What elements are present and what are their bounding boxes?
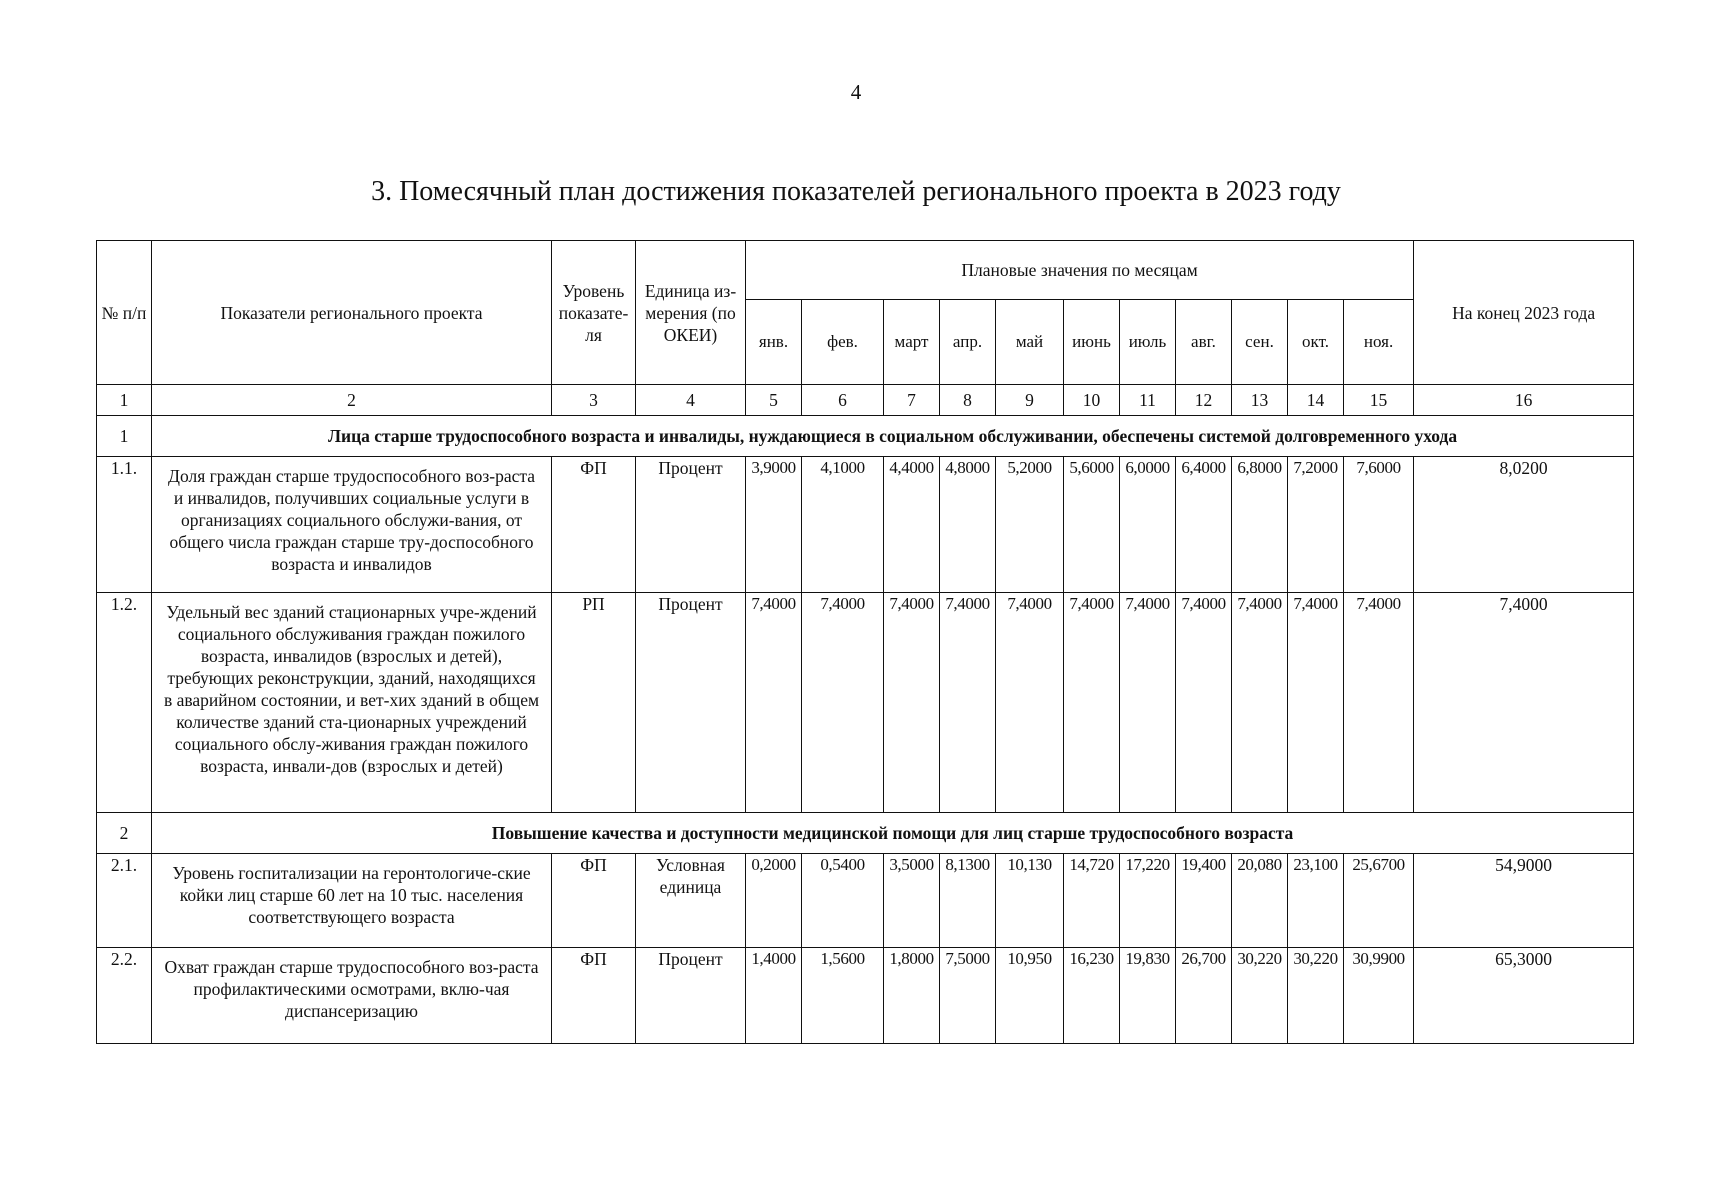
month-value: 1,4000 (746, 948, 802, 1044)
indicator-name: Удельный вес зданий стационарных учре-ждений социального обслуживания граждан пожилого возраста, инвалидов (взрослых и детей), требующих реконструкции, зданий, находящихся в аварийном состоянии, и вет-хих зданий в общем количестве зданий ста-ционарных учреждений социального обслу-живания граждан пожилого возраста, инвали-дов (взрослых и детей) (152, 593, 552, 813)
column-number: 5 (746, 385, 802, 416)
month-value: 1,5600 (802, 948, 884, 1044)
month-value: 19,400 (1176, 854, 1232, 948)
column-number: 3 (552, 385, 636, 416)
indicator-unit: Условная единица (636, 854, 746, 948)
month-value: 7,6000 (1344, 457, 1414, 593)
indicator-level: ФП (552, 854, 636, 948)
month-value: 4,1000 (802, 457, 884, 593)
month-value: 19,830 (1120, 948, 1176, 1044)
month-value: 8,1300 (940, 854, 996, 948)
indicator-unit: Процент (636, 593, 746, 813)
month-value: 23,100 (1288, 854, 1344, 948)
month-value: 7,5000 (940, 948, 996, 1044)
header-month: июль (1120, 300, 1176, 385)
indicator-name: Доля граждан старше трудоспособного воз-раста и инвалидов, получивших социальные услуги в организациях социального обслужи-вания, от общего числа граждан старше тру-доспособного возраста и инвалидов (152, 457, 552, 593)
header-row-top (97, 241, 1634, 300)
header-monthly-values: Плановые значения по месяцам (746, 241, 1414, 300)
indicator-unit: Процент (636, 948, 746, 1044)
indicator-unit: Процент (636, 457, 746, 593)
section-row (97, 416, 1634, 457)
month-value: 10,950 (996, 948, 1064, 1044)
month-value: 7,4000 (1176, 593, 1232, 813)
month-value: 17,220 (1120, 854, 1176, 948)
column-number: 2 (152, 385, 552, 416)
year-end-value: 54,9000 (1414, 854, 1634, 948)
indicator-level: ФП (552, 457, 636, 593)
month-value: 16,230 (1064, 948, 1120, 1044)
monthly-plan-table (96, 240, 1634, 1044)
section-number: 1 (97, 416, 152, 457)
document-title: 3. Помесячный план достижения показателей регионального проекта в 2023 году (371, 176, 1341, 207)
month-value: 7,4000 (1344, 593, 1414, 813)
header-month: март (884, 300, 940, 385)
indicator-name: Охват граждан старше трудоспособного воз-раста профилактическими осмотрами, вклю-чая диспансеризацию (152, 948, 552, 1044)
header-unit: Единица из-мерения (по ОКЕИ) (636, 241, 746, 385)
column-number: 10 (1064, 385, 1120, 416)
indicator-number: 1.2. (97, 593, 152, 813)
month-value: 10,130 (996, 854, 1064, 948)
table-row (97, 854, 1634, 948)
header-level: Уровень показате-ля (552, 241, 636, 385)
section-row (97, 813, 1634, 854)
section-number: 2 (97, 813, 152, 854)
month-value: 7,4000 (1232, 593, 1288, 813)
month-value: 7,4000 (746, 593, 802, 813)
header-month: сен. (1232, 300, 1288, 385)
month-value: 3,5000 (884, 854, 940, 948)
section-title: Лица старше трудоспособного возраста и инвалиды, нуждающиеся в социальном обслуживании, обеспечены системой долговременного ухода (152, 416, 1634, 457)
month-value: 7,4000 (996, 593, 1064, 813)
month-value: 6,4000 (1176, 457, 1232, 593)
header-indicator: Показатели регионального проекта (152, 241, 552, 385)
month-value: 5,6000 (1064, 457, 1120, 593)
header-month: фев. (802, 300, 884, 385)
year-end-value: 7,4000 (1414, 593, 1634, 813)
header-month: ноя. (1344, 300, 1414, 385)
month-value: 7,2000 (1288, 457, 1344, 593)
month-value: 25,6700 (1344, 854, 1414, 948)
month-value: 6,0000 (1120, 457, 1176, 593)
indicator-number: 1.1. (97, 457, 152, 593)
month-value: 1,8000 (884, 948, 940, 1044)
column-number: 12 (1176, 385, 1232, 416)
indicator-level: РП (552, 593, 636, 813)
month-value: 4,4000 (884, 457, 940, 593)
column-number: 1 (97, 385, 152, 416)
month-value: 3,9000 (746, 457, 802, 593)
header-month: апр. (940, 300, 996, 385)
month-value: 7,4000 (940, 593, 996, 813)
column-number: 15 (1344, 385, 1414, 416)
column-number: 7 (884, 385, 940, 416)
page-number: 4 (850, 80, 862, 104)
column-number: 9 (996, 385, 1064, 416)
month-value: 7,4000 (884, 593, 940, 813)
year-end-value: 65,3000 (1414, 948, 1634, 1044)
column-number-row (97, 385, 1634, 416)
column-number: 11 (1120, 385, 1176, 416)
indicator-number: 2.1. (97, 854, 152, 948)
month-value: 30,220 (1232, 948, 1288, 1044)
month-value: 0,5400 (802, 854, 884, 948)
header-year-end: На конец 2023 года (1414, 241, 1634, 385)
column-number: 8 (940, 385, 996, 416)
month-value: 20,080 (1232, 854, 1288, 948)
month-value: 7,4000 (1288, 593, 1344, 813)
month-value: 26,700 (1176, 948, 1232, 1044)
header-month: янв. (746, 300, 802, 385)
column-number: 14 (1288, 385, 1344, 416)
month-value: 6,8000 (1232, 457, 1288, 593)
month-value: 7,4000 (1064, 593, 1120, 813)
indicator-name: Уровень госпитализации на геронтологиче-ские койки лиц старше 60 лет на 10 тыс. населения соответствующего возраста (152, 854, 552, 948)
month-value: 30,220 (1288, 948, 1344, 1044)
month-value: 7,4000 (1120, 593, 1176, 813)
header-month: окт. (1288, 300, 1344, 385)
column-number: 13 (1232, 385, 1288, 416)
column-number: 16 (1414, 385, 1634, 416)
month-value: 30,9900 (1344, 948, 1414, 1044)
table-row (97, 948, 1634, 1044)
month-value: 0,2000 (746, 854, 802, 948)
indicator-number: 2.2. (97, 948, 152, 1044)
month-value: 5,2000 (996, 457, 1064, 593)
column-number: 6 (802, 385, 884, 416)
header-month: июнь (1064, 300, 1120, 385)
month-value: 4,8000 (940, 457, 996, 593)
table-row (97, 457, 1634, 593)
header-month: май (996, 300, 1064, 385)
header-month: авг. (1176, 300, 1232, 385)
header-num: № п/п (97, 241, 152, 385)
indicator-level: ФП (552, 948, 636, 1044)
section-title: Повышение качества и доступности медицинской помощи для лиц старше трудоспособного возраста (152, 813, 1634, 854)
month-value: 7,4000 (802, 593, 884, 813)
column-number: 4 (636, 385, 746, 416)
table-row (97, 593, 1634, 813)
month-value: 14,720 (1064, 854, 1120, 948)
year-end-value: 8,0200 (1414, 457, 1634, 593)
